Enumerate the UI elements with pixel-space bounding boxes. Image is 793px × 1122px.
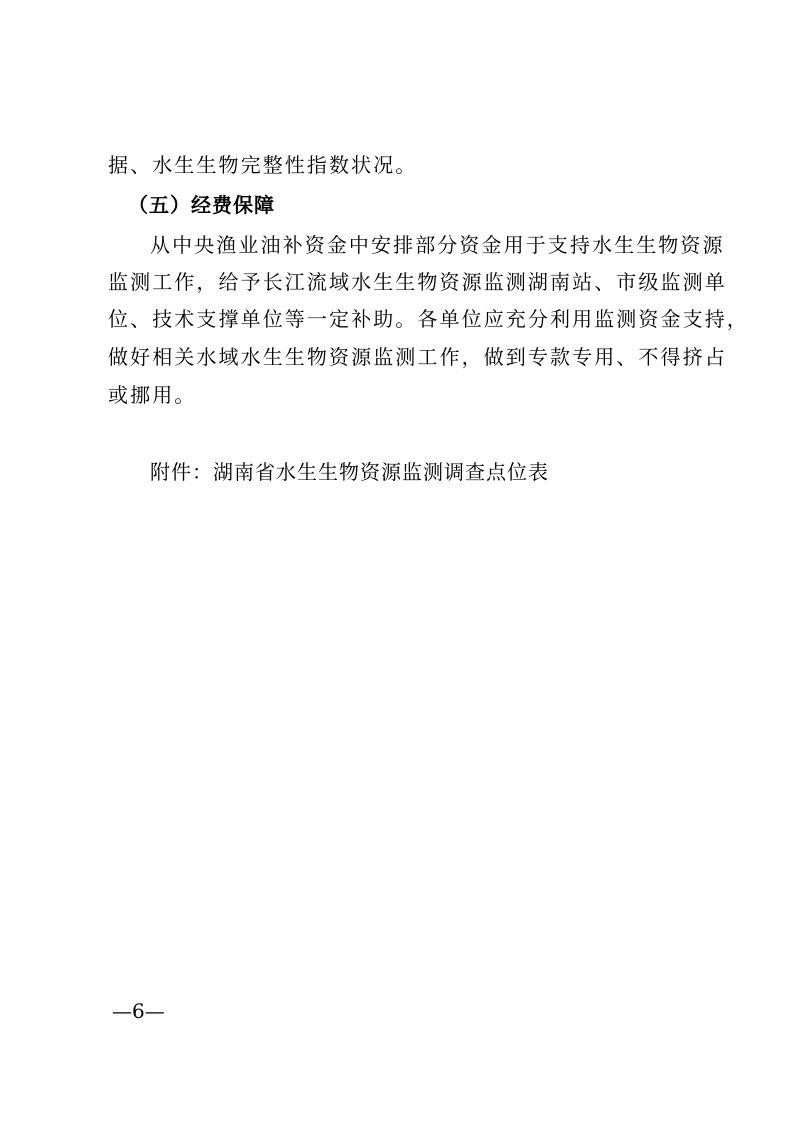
paragraph-line-5: 或挪用。 [108, 383, 197, 407]
section-heading: （五）经费保障 [128, 193, 275, 217]
paragraph-line-1: 从中央渔业油补资金中安排部分资金用于支持水生生物资源 [150, 233, 725, 257]
page-number: —6— [112, 999, 165, 1023]
paragraph-line-3: 位、技术支撑单位等一定补助。各单位应充分利用监测资金支持， [108, 307, 749, 331]
attachment-note: 附件：湖南省水生生物资源监测调查点位表 [150, 460, 549, 484]
paragraph-line-4: 做好相关水域水生生物资源监测工作，做到专款专用、不得挤占 [108, 345, 727, 369]
paragraph-line-2: 监测工作，给予长江流域水生生物资源监测湖南站、市级监测单 [108, 270, 727, 294]
text-line-continuation: 据、水生生物完整性指数状况。 [108, 153, 418, 177]
